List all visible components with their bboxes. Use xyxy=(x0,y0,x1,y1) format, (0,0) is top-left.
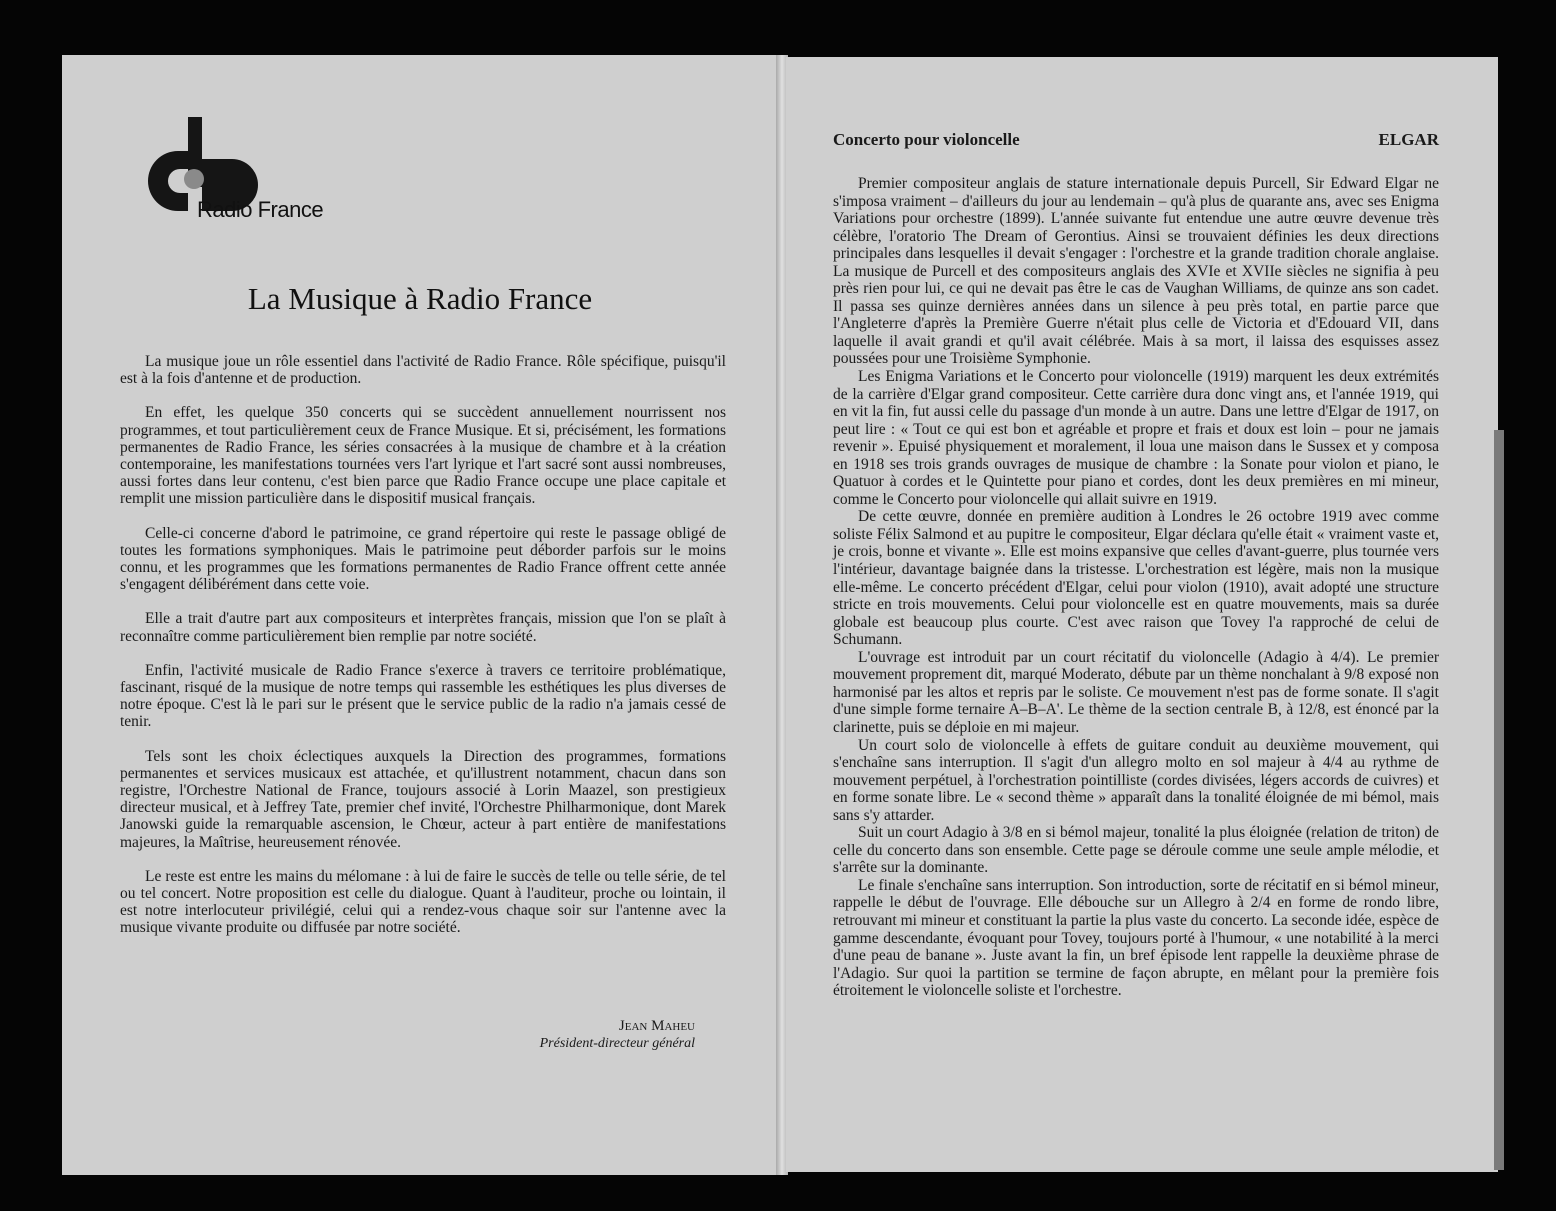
paragraph: Les Enigma Variations et le Concerto pour violoncelle (1919) marquent les deux extrémités de la carrière d'Elgar grand compositeur. Cette carrière dura donc vingt ans, et l'année 1919, qui en vit la fin, fut aussi celle du passage d'un monde à un autre. Dans une lettre d'Elgar de 1917, on peut lire : « Tout ce qui est bon et agréable et propre et frais et doux est loin – pour ne jamais revenir ». Epuisé physiquement et moralement, il loua une maison dans le Sussex et y composa en 1918 ses trois grands ouvrages de musique de chambre : la Sonate pour violon et piano, le Quatuor à cordes et le Quintette pour piano et cordes, dont les deux premières en mi mineur, comme le Concerto pour violoncelle qui allait suivre en 1919. xyxy=(833,368,1439,508)
running-header xyxy=(833,130,1439,150)
composer-name: ELGAR xyxy=(1378,130,1439,149)
paragraph: Celle-ci concerne d'abord le patrimoine, ce grand répertoire qui reste le passage obligé de toutes les formations symphoniques. Mais le patrimoine peut déborder parfois sur le moins connu, et les programmes que les formations permanentes de Radio France offrent cette année s'engagent délibérément dans cette voie. xyxy=(120,524,726,594)
signature-role: Président-directeur général xyxy=(539,1036,695,1051)
paragraph: Enfin, l'activité musicale de Radio France s'exerce à travers ce territoire problématique, fascinant, risqué de la musique de notre temps qui rassemble les esthétiques les plus diverses de notre époque. C'est là le pari sur le présent que le service public de la radio n'a jamais cessé de tenir. xyxy=(120,661,726,731)
work-title: Concerto pour violoncelle xyxy=(833,130,1020,149)
paragraph: Tels sont les choix éclectiques auxquels la Direction des programmes, formations permanentes et services musicaux est attachée, et qu'illustrent notamment, chacun dans son registre, l'Orchestre National de France, toujours associé à Lorin Maazel, son prestigieux directeur musical, et à Jeffrey Tate, premier chef invité, l'Orchestre Philharmonique, dont Marek Janowski guide la remarquable ascension, le Chœur, acteur à part entière de manifestations majeures, la Maîtrise, heureusement rénovée. xyxy=(120,747,726,851)
paragraph: Un court solo de violoncelle à effets de guitare conduit au deuxième mouvement, qui s'enchaîne sans interruption. Il s'agit d'un allegro molto en sol majeur à 4/4 au rythme de mouvement perpétuel, à l'orchestration pointilliste (cordes divisées, légers accords de cuivres) et en forme sonate libre. Le « second thème » apparaît dans la tonalité éloignée de mi bémol, mais sans s'y attarder. xyxy=(833,736,1439,824)
paragraph: Le reste est entre les mains du mélomane : à lui de faire le succès de telle ou telle série, de tel ou tel concert. Notre proposition est celle du dialogue. Quant à l'auditeur, proche ou lointain, il est notre interlocuteur privilégié, celui qui a rendez-vous chaque soir sur l'antenne avec la musique vivante produite ou diffusée par notre société. xyxy=(120,867,726,937)
logo-text: Radio France xyxy=(197,197,324,222)
paragraph: L'ouvrage est introduit par un court récitatif du violoncelle (Adagio à 4/4). Le premier mouvement proprement dit, marqué Moderato, débute par un thème nonchalant à 9/8 exposé non harmonisé par les altos et repris par le soliste. Ce mouvement n'est pas de forme sonate. Il s'agit d'une simple forme ternaire A–B–A'. Le thème de la section centrale B, à 12/8, est énoncé par la clarinette, puis se déploie en mi majeur. xyxy=(833,648,1439,736)
left-page xyxy=(62,55,778,1175)
paragraph: Premier compositeur anglais de stature internationale depuis Purcell, Sir Edward Elgar ne s'imposa vraiment – d'ailleurs du jour au lendemain – qu'à plus de quarante ans, avec ses Enigma Variations pour orchestre (1899). L'année suivante fut entendue une autre œuvre devenue très célèbre, l'oratorio The Dream of Gerontius. Ainsi se trouvaient définies les deux directions principales dans lesquelles il devait s'engager : l'orchestre et la grande tradition chorale anglaise. La musique de Purcell et des compositeurs anglais des XVIe et XVIIe siècles ne signifia à peu près rien pour lui, ce qui ne devait pas être le cas de Vaughan Williams, de quinze ans son cadet. Il passa ses quinze dernières années dans un silence à peu près total, en partie parce que l'Angleterre d'après la Première Guerre n'était plus celle de Victoria et d'Edouard VII, dans laquelle il avait grandi et qu'il avait célébrée. Mais à sa mort, il laissa des esquisses assez poussées pour une Troisième Symphonie. xyxy=(833,175,1439,368)
paragraph: En effet, les quelque 350 concerts qui se succèdent annuellement nourrissent nos programmes, et tout particulièrement ceux de France Musique. Et si, précisément, les formations permanentes de Radio France, les séries consacrées à la musique de chambre et à la création contemporaine, les manifestations tournées vers l'art lyrique et l'art sacré sont aussi nombreuses, aussi fortes dans leur contenu, c'est bien parce que Radio France occupe une place capitale et remplit une mission particulière dans le dispositif musical français. xyxy=(120,404,726,508)
paragraph: Elle a trait d'autre part aux compositeurs et interprètes français, mission que l'on se plaît à reconnaître comme particulièrement bien remplie par notre société. xyxy=(120,610,726,645)
signature xyxy=(540,1017,695,1053)
paragraph: Suit un court Adagio à 3/8 en si bémol majeur, tonalité la plus éloignée (relation de triton) de celle du concerto dans son ensemble. Cette page se déroule comme une seule ample mélodie, et s'arrête sur la dominante. xyxy=(833,824,1439,877)
page-edge xyxy=(1494,430,1504,1170)
signature-name: Jean Maheu xyxy=(618,1018,695,1034)
paragraph: De cette œuvre, donnée en première audition à Londres le 26 octobre 1919 avec comme soliste Félix Salmond et au pupitre le compositeur, Elgar déclara qu'elle était « vraiment vaste et, je crois, bonne et vivante ». Elle est moins expansive que celles d'avant-guerre, plus tournée vers l'intérieur, davantage baignée dans la tristesse. L'orchestration est légère, mais non la musique elle-même. Le concerto précédent d'Elgar, celui pour violon (1910), avait adopté une structure stricte en trois mouvements. Celui pour violoncelle est en quatre mouvements, mais sa durée globale est beaucoup plus courte. C'est avec raison que Tovey l'a rapproché de celui de Schumann. xyxy=(833,508,1439,649)
right-page xyxy=(786,57,1498,1172)
paragraph: Le finale s'enchaîne sans interruption. Son introduction, sorte de récitatif en si bémol mineur, rappelle le début de l'ouvrage. Elle débouche sur un Allegro à 2/4 en forme de rondo libre, retrouvant mi mineur et constituant la partie la plus vaste du concerto. La seconde idée, espèce de gamme descendante, évoquant pour Tovey, toujours porté à l'humour, « une notabilité à la merci d'une peau de banane ». Juste avant la fin, un bref épisode lent rappelle la deuxième phrase de l'Adagio. Sur quoi la partition se termine de façon abrupte, en mêlant pour la première fois étroitement le violoncelle soliste et l'orchestre. xyxy=(833,876,1439,1000)
article-body xyxy=(120,353,726,954)
paragraph: La musique joue un rôle essentiel dans l'activité de Radio France. Rôle spécifique, puisqu'il est à la fois d'antenne et de production. xyxy=(120,353,726,388)
program-notes xyxy=(833,175,1439,1000)
page-title: La Musique à Radio France xyxy=(247,281,593,316)
